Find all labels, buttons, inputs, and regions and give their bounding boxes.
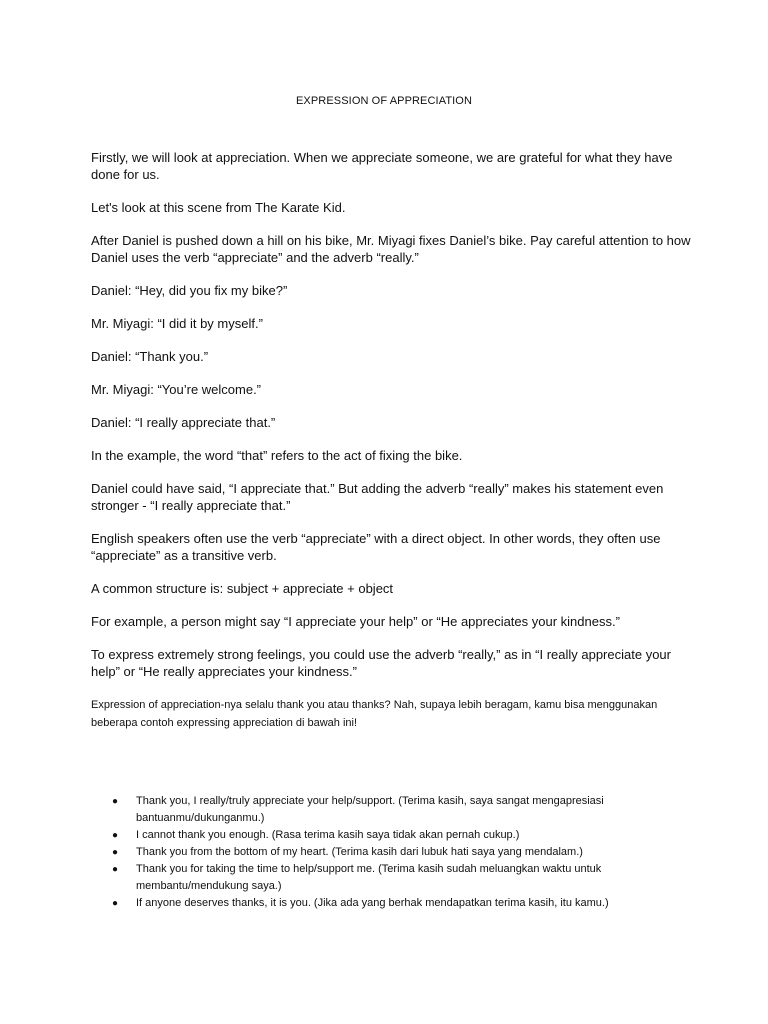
bullet-icon: ● bbox=[112, 796, 119, 807]
list-item-text: Thank you from the bottom of my heart. (Terima kasih dari lubuk hati saya yang mendalam.) bbox=[136, 846, 583, 858]
paragraph: For example, a person might say “I appreciate your help” or “He appreciates your kindness.” bbox=[91, 614, 620, 629]
dialogue-line: Daniel: “I really appreciate that.” bbox=[91, 415, 276, 430]
paragraph: In the example, the word “that” refers to the act of fixing the bike. bbox=[91, 448, 463, 463]
bullet-icon: ● bbox=[112, 898, 119, 909]
dialogue-line: Daniel: “Hey, did you fix my bike?” bbox=[91, 283, 288, 298]
list-item bbox=[91, 844, 691, 861]
paragraph: Let's look at this scene from The Karate Kid. bbox=[91, 200, 346, 215]
paragraph: After Daniel is pushed down a hill on his bike, Mr. Miyagi fixes Daniel’s bike. Pay careful attention to how Daniel uses the verb “appreciate” and the adverb “really.” bbox=[91, 233, 691, 265]
bullet-icon: ● bbox=[112, 830, 119, 841]
list-item-text: Thank you for taking the time to help/support me. (Terima kasih sudah meluangkan waktu untuk membantu/mendukung saya.) bbox=[136, 863, 602, 892]
bullet-icon: ● bbox=[112, 847, 119, 858]
bullet-icon: ● bbox=[112, 864, 119, 875]
list-item bbox=[91, 793, 691, 827]
list-item bbox=[91, 861, 691, 895]
paragraph: A common structure is: subject + appreciate + object bbox=[91, 581, 394, 596]
dialogue-line: Mr. Miyagi: “You’re welcome.” bbox=[91, 382, 262, 397]
paragraph: Firstly, we will look at appreciation. When we appreciate someone, we are grateful for what they have done for us. bbox=[91, 150, 673, 182]
document-body bbox=[91, 149, 691, 748]
expression-list bbox=[91, 793, 691, 912]
paragraph: Daniel could have said, “I appreciate that.” But adding the adverb “really” makes his statement even stronger - “I really appreciate that.” bbox=[91, 481, 664, 513]
list-item bbox=[91, 827, 691, 844]
intro-paragraph: Expression of appreciation-nya selalu thank you atau thanks? Nah, supaya lebih beragam, kamu bisa menggunakan beberapa contoh expressing appreciation di bawah ini! bbox=[91, 699, 658, 729]
document-title: EXPRESSION OF APPRECIATION bbox=[296, 95, 472, 107]
paragraph: English speakers often use the verb “appreciate” with a direct object. In other words, they often use “appreciate” as a transitive verb. bbox=[91, 531, 661, 563]
list-item-text: Thank you, I really/truly appreciate your help/support. (Terima kasih, saya sangat mengapresiasi bantuanmu/dukunganmu.) bbox=[136, 795, 604, 824]
list-item-text: I cannot thank you enough. (Rasa terima kasih saya tidak akan pernah cukup.) bbox=[136, 829, 520, 841]
list-item-text: If anyone deserves thanks, it is you. (Jika ada yang berhak mendapatkan terima kasih, itu kamu.) bbox=[136, 897, 609, 909]
paragraph: To express extremely strong feelings, you could use the adverb “really,” as in “I really appreciate your help” or “He really appreciates your kindness.” bbox=[91, 647, 671, 679]
dialogue-line: Mr. Miyagi: “I did it by myself.” bbox=[91, 316, 263, 331]
list-item bbox=[91, 895, 691, 912]
dialogue-line: Daniel: “Thank you.” bbox=[91, 349, 209, 364]
